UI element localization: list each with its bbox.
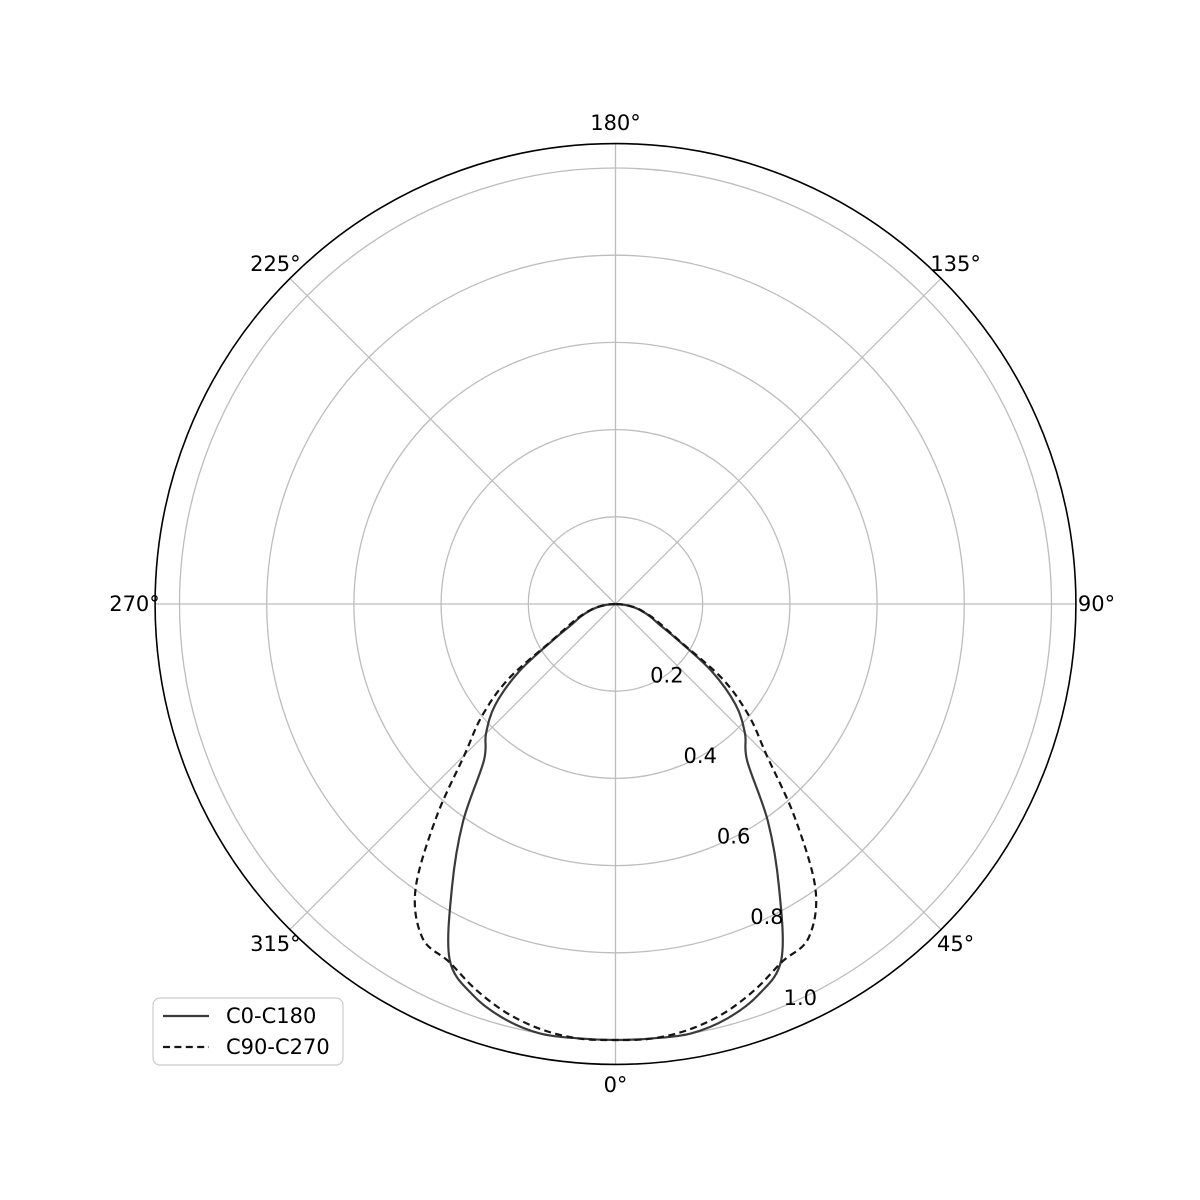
angle-tick-label-270: 270° bbox=[109, 592, 160, 616]
angle-tick-label-0: 0° bbox=[603, 1073, 628, 1097]
legend-label-c0-c180: C0-C180 bbox=[226, 1004, 317, 1028]
angle-tick-label-180: 180° bbox=[590, 111, 641, 135]
angle-gridline-135 bbox=[616, 278, 942, 604]
angle-tick-label-90: 90° bbox=[1077, 592, 1116, 616]
radial-tick-label-0.2: 0.2 bbox=[650, 663, 684, 688]
angle-tick-label-135: 135° bbox=[930, 251, 981, 276]
radial-tick-label-0.8: 0.8 bbox=[750, 905, 784, 930]
radial-tick-label-1.0: 1.0 bbox=[783, 985, 818, 1010]
angle-gridline-225 bbox=[290, 278, 616, 604]
angle-tick-label-225: 225° bbox=[250, 251, 301, 276]
angle-tick-label-315: 315° bbox=[250, 932, 301, 957]
angle-tick-label-45: 45° bbox=[937, 932, 975, 957]
legend-label-c90-c270: C90-C270 bbox=[226, 1035, 330, 1059]
radial-tick-label-0.6: 0.6 bbox=[716, 824, 751, 849]
radial-tick-label-0.4: 0.4 bbox=[683, 744, 717, 769]
legend bbox=[153, 998, 343, 1065]
